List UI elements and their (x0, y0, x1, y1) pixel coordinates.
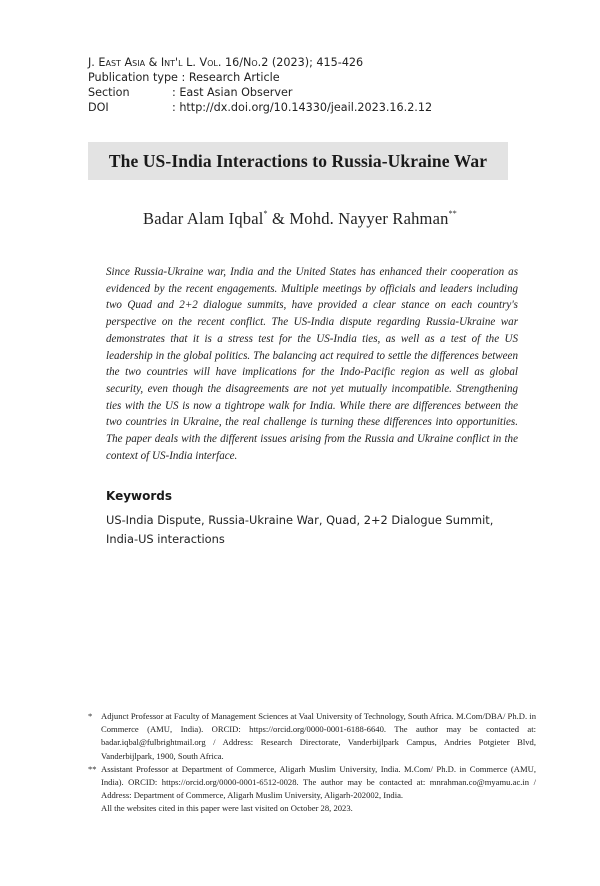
publication-type-label: Publication type : (88, 71, 186, 84)
journal-citation-line (88, 55, 432, 70)
paper-title: The US-India Interactions to Russia-Ukraine War (108, 150, 488, 171)
doi-row (88, 100, 432, 115)
author-2: Mohd. Nayyer Rahman (289, 209, 449, 228)
author-1-footnote-mark[interactable]: * (263, 209, 268, 218)
footnote-1-mark: * (88, 711, 93, 721)
section-row (88, 85, 432, 100)
author-2-footnote-mark[interactable]: ** (448, 209, 457, 218)
doi-label: DOI (88, 101, 109, 114)
author-1: Badar Alam Iqbal (143, 209, 264, 228)
author-separator: & (267, 209, 290, 228)
footnotes (88, 710, 536, 816)
author-line (0, 209, 600, 229)
doi-value[interactable]: : http://dx.doi.org/10.14330/jeail.2023.16.2.12 (172, 101, 433, 114)
footnote-2 (88, 763, 536, 803)
keywords-list: US-India Dispute, Russia-Ukraine War, Quad, 2+2 Dialogue Summit, India-US interactions (106, 513, 494, 546)
journal-citation: J. East Asia & Int'l L. Vol. 16/No.2 (2023); 415-426 (88, 56, 364, 69)
publication-type-row (88, 70, 432, 85)
footnote-2-mark: ** (88, 763, 97, 774)
article-metadata (88, 55, 432, 115)
footnote-2-text: Assistant Professor at Department of Commerce, Aligarh Muslim University, India. M.Com/ Ph.D. in Commerce (AMU, India). ORCID: https://orcid.org/0000-0001-6512-0028. The author may be contacted at: mnrahman.co@myamu.ac.in / Address: Department of Commerce, Aligarh Muslim University, Aligarh-202002, India. (101, 763, 536, 801)
publication-type-value: Research Article (188, 71, 280, 84)
abstract: Since Russia-Ukraine war, India and the United States has enhanced their cooperation as evidenced by the recent engagements. Multiple meetings by officials and leaders including two Quad and 2+2 dialogue summits, have provided a clear stance on each country's perspective on the recent conflict. The US-India dispute regarding Russia-Ukraine war demonstrates that it is a stress test for the US-India ties, as well as a test of the US leadership in the global politics. The balancing act required to settle the differences between the two countries will have implications for the Indo-Pacific region as well as global security, even though the disagreements are not yet mutually incompatible. Strengthening ties with the US is now a tightrope walk for India. While there are differences between the two countries in Ukraine, the real challenge is turning these differences into opportunities. The paper deals with the different issues arising from the Russia and Ukraine conflict in the context of US-India interface. (106, 266, 518, 462)
keywords-heading: Keywords (106, 489, 173, 503)
title-banner (88, 142, 508, 180)
section-label: Section (88, 86, 130, 99)
section-value: : East Asian Observer (172, 86, 293, 99)
footnote-1-text: Adjunct Professor at Faculty of Management Sciences at Vaal University of Technology, South Africa. M.Com/DBA/ Ph.D. in Commerce (AMU, India). ORCID: https://orcid.org/0000-0001-6188-6640. The author may be contacted at: badar.iqbal@fulbrightmail.org / Address: Research Directorate, Vanderbijlpark Campus, Andries Potgieter Blvd, Vanderbijlpark, 1900, South Africa. (101, 711, 536, 761)
websites-note: All the websites cited in this paper were last visited on October 28, 2023. (101, 803, 353, 814)
footnote-1 (88, 710, 536, 763)
